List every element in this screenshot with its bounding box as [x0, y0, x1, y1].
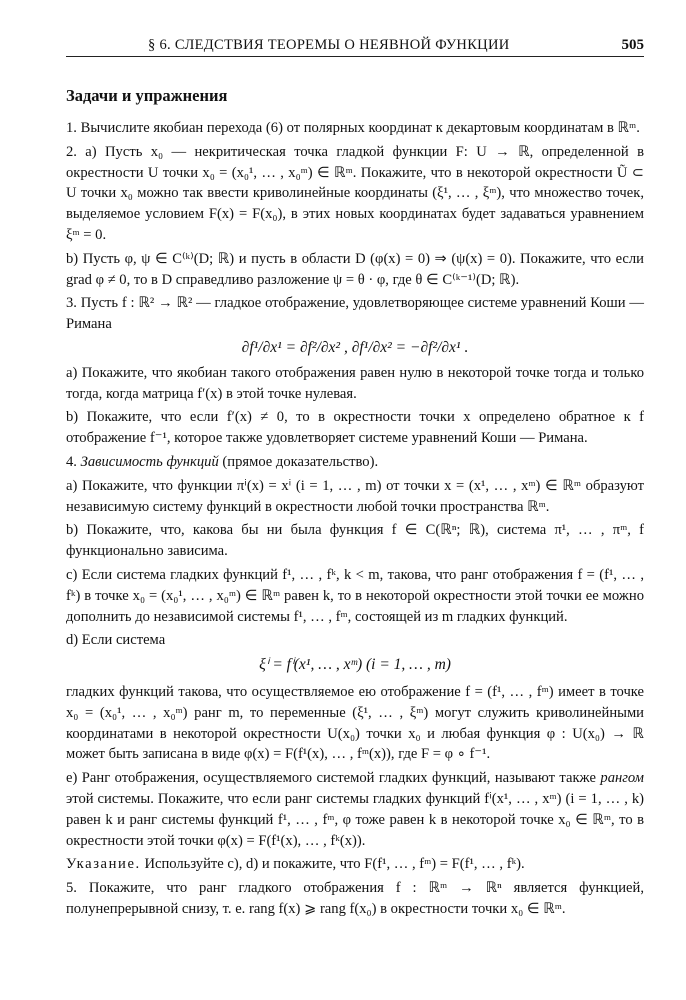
- exercise-4b: b) Покажите, что, какова бы ни была функция f ∈ C(ℝⁿ; ℝ), система π¹, … , πᵐ, f функционально зависима.: [66, 522, 644, 560]
- exercise-4e: [66, 768, 644, 851]
- exercise-4d-continued: гладких функций такова, что осуществляемое ею отображение f = (f¹, … , fᵐ) имеет в точке x₀ = (x₀¹, … , x₀ᵐ) ранг m, то переменные (ξ¹, … , ξᵐ) могут служить криволинейными координатами в некоторой окрестности U(x₀) точки x₀ и любая функция φ : U(x₀) → ℝ может быть записана в виде φ(x) = F(f¹(x), … , fᵐ(x)), где F = φ ∘ f⁻¹.: [66, 683, 644, 763]
- page-number: 505: [621, 37, 644, 53]
- cauchy-riemann-equations: ∂f¹/∂x¹ = ∂f²/∂x² , ∂f¹/∂x² = −∂f²/∂x¹ .: [241, 338, 469, 356]
- exercise-5: 5. Покажите, что ранг гладкого отображения f : ℝᵐ → ℝⁿ является функцией, полунепрерывной снизу, т. е. rang f(x) ⩾ rang f(x₀) в окрестности точки x₀ ∈ ℝᵐ.: [66, 880, 644, 917]
- exercise-4-number: 4.: [66, 453, 81, 470]
- exercise-1: 1. Вычислите якобиан перехода (6) от полярных координат к декартовым координатам в ℝᵐ.: [66, 120, 640, 136]
- exercise-2b: b) Пусть φ, ψ ∈ C⁽ᵏ⁾(D; ℝ) и пусть в области D (φ(x) = 0) ⇒ (ψ(x) = 0). Покажите, что если grad φ ≠ 0, то в D справедливо разложение ψ = θ · φ, где θ ∈ C⁽ᵏ⁻¹⁾(D; ℝ).: [66, 250, 644, 288]
- exercise-4d: d) Если система: [66, 632, 166, 649]
- exercise-4-title: Зависимость функций: [80, 453, 219, 470]
- running-title: § 6. СЛЕДСТВИЯ ТЕОРЕМЫ О НЕЯВНОЙ ФУНКЦИИ: [148, 37, 510, 53]
- section-title: Задачи и упражнения: [66, 86, 228, 105]
- hint-text: Используйте c), d) и покажите, что F(f¹, … , fᵐ) = F(f¹, … , fᵏ).: [140, 856, 525, 873]
- exercise-4a: a) Покажите, что функции πⁱ(x) = xⁱ (i = 1, … , m) от точки x = (x¹, … , xᵐ) ∈ ℝᵐ образуют независимую систему функций в окрестности любой точки пространства ℝᵐ.: [66, 477, 644, 515]
- exercise-4-subtitle: (прямое доказательство).: [218, 453, 379, 470]
- exercise-4e-part1: e) Ранг отображения, осуществляемого системой гладких функций, называют также: [66, 770, 601, 787]
- hint-label: Указание.: [66, 856, 141, 873]
- exercise-4e-part2: этой системы. Покажите, что если ранг системы гладких функций fⁱ(x¹, … , xᵐ) (i = 1, … , k) равен k и ранг системы функций f¹, … , fᵐ, φ тоже равен k в некоторой точке x₀ ∈ ℝᵐ, то в окрестности этой точки φ(x) = F(f¹(x), … , fᵏ(x)).: [66, 790, 644, 849]
- xi-equation: ξⁱ = fⁱ(x¹, … , xᵐ) (i = 1, … , m): [259, 656, 451, 674]
- exercise-3: 3. Пусть f : ℝ² → ℝ² — гладкое отображение, удовлетворяющее системе уравнений Коши — Римана: [66, 295, 644, 333]
- exercise-body: [66, 118, 644, 923]
- hint: [66, 854, 644, 875]
- running-header: [66, 36, 644, 57]
- exercise-4c: c) Если система гладких функций f¹, … , fᵏ, k < m, такова, что ранг отображения f = (f¹, … , fᵏ) в точке x₀ = (x₀¹, … , x₀ᵐ) ∈ ℝᵐ равен k, то в некоторой окрестности этой точки ее можно дополнить до независимой системы f¹, … , fᵐ, состоящей из m гладких функций.: [66, 566, 644, 625]
- exercise-4: [66, 452, 644, 473]
- exercise-4e-term: рангом: [600, 770, 644, 787]
- exercise-3b: b) Покажите, что если f′(x) ≠ 0, то в окрестности точки x определено обратное к f отображение f⁻¹, которое также удовлетворяет системе уравнений Коши — Римана.: [66, 409, 644, 447]
- exercise-3a: a) Покажите, что якобиан такого отображения равен нулю в некоторой точке тогда и только тогда, когда матрица f′(x) в этой точке нулевая.: [66, 364, 644, 402]
- exercise-2a: 2. a) Пусть x₀ — некритическая точка гладкой функции F: U → ℝ, определенной в окрестности U точки x₀ = (x₀¹, … , x₀ᵐ) ∈ ℝᵐ. Покажите, что в некоторой окрестности Ũ ⊂ U точки x₀ можно так ввести криволинейные координаты (ξ¹, … , ξᵐ), что множество точек, выделяемое условием F(x) = F(x₀), в этих новых координатах будет задаваться уравнением ξᵐ = 0.: [66, 143, 644, 243]
